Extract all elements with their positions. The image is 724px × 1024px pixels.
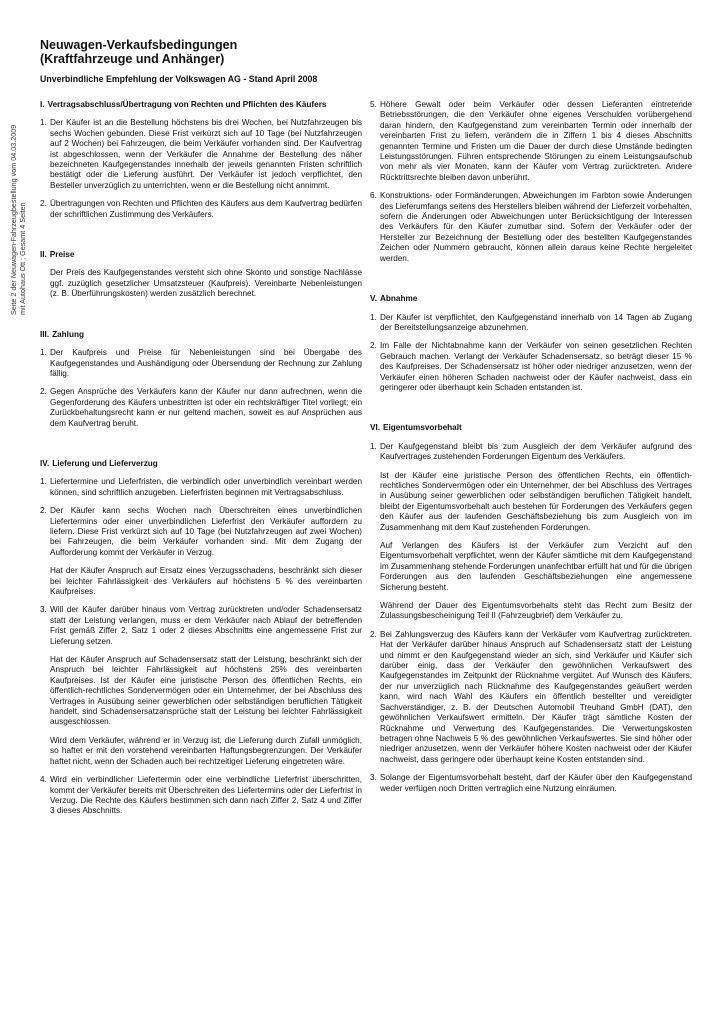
clause-number: 2. [370,341,377,351]
clause-paragraph: Will der Käufer darüber hinaus vom Vertrag zurücktreten und/oder Schadensersatz statt der Leistung verlangen, muss er dem Verkäufer nach Ablauf der betreffenden Frist gemäß Ziffer 2, Satz 1 oder 2 dieses Abschnitts eine angemessene Frist zur Lieferung setzen. [50,605,362,646]
clause [40,387,362,429]
clause [370,313,692,334]
clause-text: Gegen Ansprüche des Verkäufers kann der Käufer nur dann aufrechnen, wenn die Gegenforderung des Käufers unbestritten ist oder ein rechtskräftiger Titel vorliegt; ein Zurückbehaltungsrecht kann er nur geltend machen, soweit es auf Ansprüchen aus dem Kaufvertrag beruht. [50,387,362,428]
clause-body [50,775,362,817]
clause-body [50,605,362,767]
clause-body [380,773,692,794]
clause [370,773,692,794]
clause [40,506,362,597]
clause [370,630,692,765]
clause [40,348,362,379]
clause [40,199,362,220]
clause-number: 1. [40,118,47,128]
clause-paragraph: Solange der Eigentumsvorbehalt besteht, darf der Käufer über den Kaufgegenstand weder verfügen noch Dritten vertraglich eine Nutzung einräumen. [380,773,692,793]
section-heading-vi [370,423,692,433]
clause [370,191,692,264]
clause-paragraph: Wird ein verbindlicher Liefertermin oder eine verbindliche Lieferfrist überschritten, kommt der Verkäufer bereits mit Überschreiten des Liefertermins oder der Lieferfrist in Verzug. Die Rechte des Käufers bestimmen sich dann nach Ziffer 2, Satz 4 und Ziffer 3 dieses Abschnitts. [50,775,362,816]
clause-number: 2. [40,199,47,209]
section-number: I. [40,100,45,109]
document-title [40,38,690,66]
section-title: Abnahme [379,294,418,304]
clause-paragraph: Hat der Käufer Anspruch auf Ersatz eines Verzugsschadens, beschränkt sich dieser bei leichter Fahrlässigkeit des Verkäufers auf höchstens 5 % des vereinbarten Kaufpreises. [50,566,362,596]
section-number: IV. [40,458,50,468]
clause-body [380,442,692,622]
clause-number: 1. [370,441,377,451]
clause [40,775,362,817]
clause [40,477,362,498]
clause-number: 2. [40,506,47,516]
clause-body [380,630,692,765]
clause-number: 2. [40,387,47,397]
clause [370,100,692,183]
clause-number: 3. [370,773,377,783]
left-column [40,100,362,825]
clause-text: Der Käufer ist an die Bestellung höchstens bis drei Wochen, bei Nutzfahrzeugen bis sechs Wochen gebunden. Diese Frist verkürzt sich auf 10 Tage (bei Nutzfahrzeugen auf 2 Wochen) bei Fahrzeugen, die beim Verkäufer vorhanden sind. Der Kaufvertrag ist abgeschlossen, wenn der Verkäufer die Annahme der Bestellung des näher bezeichneten Kaufgegenstandes innerhalb der jeweils genannten Fristen schriftlich bestätigt oder die Lieferung ausführt. Der Verkäufer ist jedoch verpflichtet, den Besteller unverzüglich zu unterrichten, wenn er die Bestellung nicht annimmt. [50,118,362,190]
clause-text: Konstruktions- oder Formänderungen, Abweichungen im Farbton sowie Änderungen des Lieferumfangs seitens des Herstellers bleiben während der Lieferzeit vorbehalten, sofern die Änderungen oder Abweichungen unter Berücksichtigung der Interessen des Verkäufers für den Käufer zumutbar sind. Sofern der Verkäufer oder der Hersteller zur Bezeichnung der Bestellung oder des bestellten Kaufgegenstandes Zeichen oder Nummern gebraucht, können allein daraus keine Rechte hergeleitet werden. [380,191,692,263]
section-number: II. [40,250,47,260]
clause-paragraph: Bei Zahlungsverzug des Käufers kann der Verkäufer vom Kaufvertrag zurücktreten. Hat der Verkäufer darüber hinaus Anspruch auf Schadensersatz statt der Leistung und nimmt er den Kaufgegenstand wieder an sich, sind Verkäufer und Käufer sich darüber einig, dass der Verkäufer den gewöhnlichen Verkaufswert des Kaufgegenstandes im Zeitpunkt der Rücknahme vergütet. Auf Wunsch des Käufers, der nur unverzüglich nach Rücknahme des Kaufgegenstandes geäußert werden kann, wird nach Wahl des Käufers ein öffentlich bestellter und vereidigter Sachverständiger, z. B. der Deutschen Automobil Treuhand GmbH (DAT), den gewöhnlichen Verkaufswert ermitteln. Der Käufer trägt sämtliche Kosten der Rücknahme und Verwertung des Kaufgegenstandes. Die Verwertungskosten betragen ohne Nachweis 5 % des gewöhnlichen Verkaufswertes. Sie sind höher oder niedriger anzusetzen, wenn der Verkäufer höhere Kosten nachweist oder der Käufer nachweist, dass geringere oder überhaupt keine Kosten entstanden sind. [380,629,692,764]
clause-paragraph: Während der Dauer des Eigentumsvorbehalts steht das Recht zum Besitz der Zulassungsbescheinigung Teil II (Fahrzeugbrief) dem Verkäufer zu. [380,601,692,621]
section-heading-iii [40,330,362,340]
right-column [370,100,692,802]
section-heading-iv [40,459,362,469]
clause-text: Der Käufer ist verpflichtet, den Kaufgegenstand innerhalb von 14 Tagen ab Zugang der Bereitstellungsanzeige abzunehmen. [380,312,692,332]
clause-paragraph: Der Kaufgegenstand bleibt bis zum Ausgleich der dem Verkäufer aufgrund des Kaufvertrages zustehenden Forderungen Eigentum des Verkäufers. [380,441,692,462]
clause-body [50,506,362,597]
clause-paragraph: Hat der Käufer Anspruch auf Schadensersatz statt der Leistung, beschränkt sich der Anspruch bei leichter Fahrlässigkeit auf höchstens 25% des vereinbarten Kaufpreises. Ist der Käufer eine juristische Person des öffentlichen Rechts, ein öffentlich-rechtliches Sondervermögen oder ein Unternehmer, der bei Abschluss des Vertrages in Ausübung seiner gewerblichen oder selbständigen beruflichen Tätigkeit handelt, sind Schadensersatzansprüche statt der Leistung bei leichter Fahrlässigkeit ausgeschlossen. [50,655,362,727]
clause-paragraph: Der Käufer kann sechs Wochen nach Überschreiten eines unverbindlichen Liefertermins oder einer unverbindlichen Lieferfrist den Verkäufer auffordern zu liefern. Diese Frist verkürzt sich auf 10 Tage (bei Nutzfahrzeugen auf zwei Wochen) bei Fahrzeugen, die beim Verkäufer vorhanden sind. Mit dem Zugang der Aufforderung kommt der Verkäufer in Verzug. [50,506,362,557]
clause-paragraph: Liefertermine und Lieferfristen, die verbindlich oder unverbindlich vereinbart werden können, sind schriftlich anzugeben. Lieferfristen beginnen mit Vertragsabschluss. [50,477,362,497]
section-title: Preise [49,250,75,260]
section-number: III. [40,329,50,339]
clause-text: Höhere Gewalt oder beim Verkäufer oder dessen Lieferanten eintretende Betriebsstörungen, die den Verkäufer ohne eigenes Verschulden vorübergehend daran hindern, den Kaufgegenstand zum vereinbarten Termin oder innerhalb der vereinbarten Frist zu liefern, verändern die in Ziffern 1 bis 4 dieses Abschnitts genannten Termine und Fristen um die Dauer der durch diese Umstände bedingten Leistungsstörungen. Führen entsprechende Störungen zu einem Leistungsaufschub von mehr als vier Monaten, kann der Käufer vom Vertrag zurücktreten. Andere Rücktrittsrechte bleiben davon unberührt. [380,100,692,182]
clause-paragraph: Auf Verlangen des Käufers ist der Verkäufer zum Verzicht auf den Eigentumsvorbehalt verpflichtet, wenn der Käufer sämtliche mit dem Kaufgegenstand im Zusammenhang stehende Forderungen unanfechtbar erfüllt hat und für die übrigen Forderungen aus den laufenden Geschäftsbeziehungen eine angemessene Sicherung besteht. [380,541,692,592]
document-subtitle: Unverbindliche Empfehlung der Volkswagen AG - Stand April 2008 [40,74,318,84]
document-header [40,38,690,85]
section-number: VI. [370,423,381,433]
clause-paragraph: Wird dem Verkäufer, während er in Verzug ist, die Lieferung durch Zufall unmöglich, so haftet er mit den vorstehend vereinbarten Haftungsbegrenzungen. Der Verkäufer haftet nicht, wenn der Schaden auch bei rechtzeitiger Lieferung eingetreten wäre. [50,735,362,766]
clause-number: 1. [40,348,47,358]
clause-number: 5. [370,100,377,109]
clause-number: 1. [40,477,47,487]
title-line-2: (Kraftfahrzeuge und Anhänger) [40,52,225,66]
section-title: Lieferung und Lieferverzug [52,458,158,468]
section-number: V. [370,294,377,304]
section-title: Zahlung [52,329,84,339]
clause-number: 1. [370,312,377,322]
paragraph-text: Der Preis des Kaufgegenstandes versteht sich ohne Skonto und sonstige Nachlässe ggf. zuzüglich gesetzlicher Umsatzsteuer (Kaufpreis). Vereinbarte Nebenleistungen (z. B. Überführungskosten) werden zusätzlich berechnet. [50,268,362,299]
clause [40,605,362,767]
section-paragraph [50,268,362,299]
section-heading-ii [40,250,362,260]
clause-number: 6. [370,191,377,201]
section-heading-v [370,294,692,304]
clause-paragraph: Ist der Käufer eine juristische Person des öffentlichen Rechts, ein öffentlich-rechtliches Sondervermögen oder ein Unternehmer, der bei Abschluss des Vertrages in Ausübung seiner gewerblichen oder selbständigen beruflichen Tätigkeit handelt, bleibt der Eigentumsvorbehalt auch bestehen für Forderungen des Verkäufers gegen den Käufer aus der laufenden Geschäftsbeziehung bis zum Ausgleich von im Zusammenhang mit dem Kauf zustehenden Forderungen. [380,470,692,532]
clause-number: 4. [40,775,47,785]
clause-number: 2. [370,629,377,639]
page-reference-line-2: mit Autohaus Ott ; Gesamt 4 Seiten [18,202,27,315]
section-heading-i [40,100,362,110]
page-reference-note [9,125,27,315]
section-title: Eigentumsvorbehalt [383,423,462,433]
clause [370,442,692,622]
clause-number: 3. [40,605,47,615]
page-reference-line-1: Seite 2 der Neuwagen-Fahrzeugbestellung vom 04.03.2009 [9,124,18,315]
clause [40,118,362,191]
clause-text: Der Kaufpreis und Preise für Nebenleistungen sind bei Übergabe des Kaufgegenstandes und Aushändigung oder Übersendung der Rechnung zur Zahlung fällig. [50,348,362,378]
clause-body [50,477,362,498]
clause-text: Übertragungen von Rechten und Pflichten des Käufers aus dem Kaufvertrag bedürfen der schriftlichen Zustimmung des Verkäufers. [50,199,362,219]
title-line-1: Neuwagen-Verkaufsbedingungen [40,38,238,52]
clause-text: Im Falle der Nichtabnahme kann der Verkäufer von seinen gesetzlichen Rechten Gebrauch machen. Verlangt der Verkäufer Schadensersatz, so beträgt dieser 15 % des Kaufpreises. Der Schadensersatz ist höher oder niedriger anzusetzen, wenn der Verkäufer einen höheren Schaden nachweist oder der Käufer nachweist, dass ein geringerer oder überhaupt kein Schaden entstanden ist. [380,341,692,392]
clause [370,341,692,393]
section-title: Vertragsabschluss/Übertragung von Rechten und Pflichten des Käufers [47,100,327,109]
